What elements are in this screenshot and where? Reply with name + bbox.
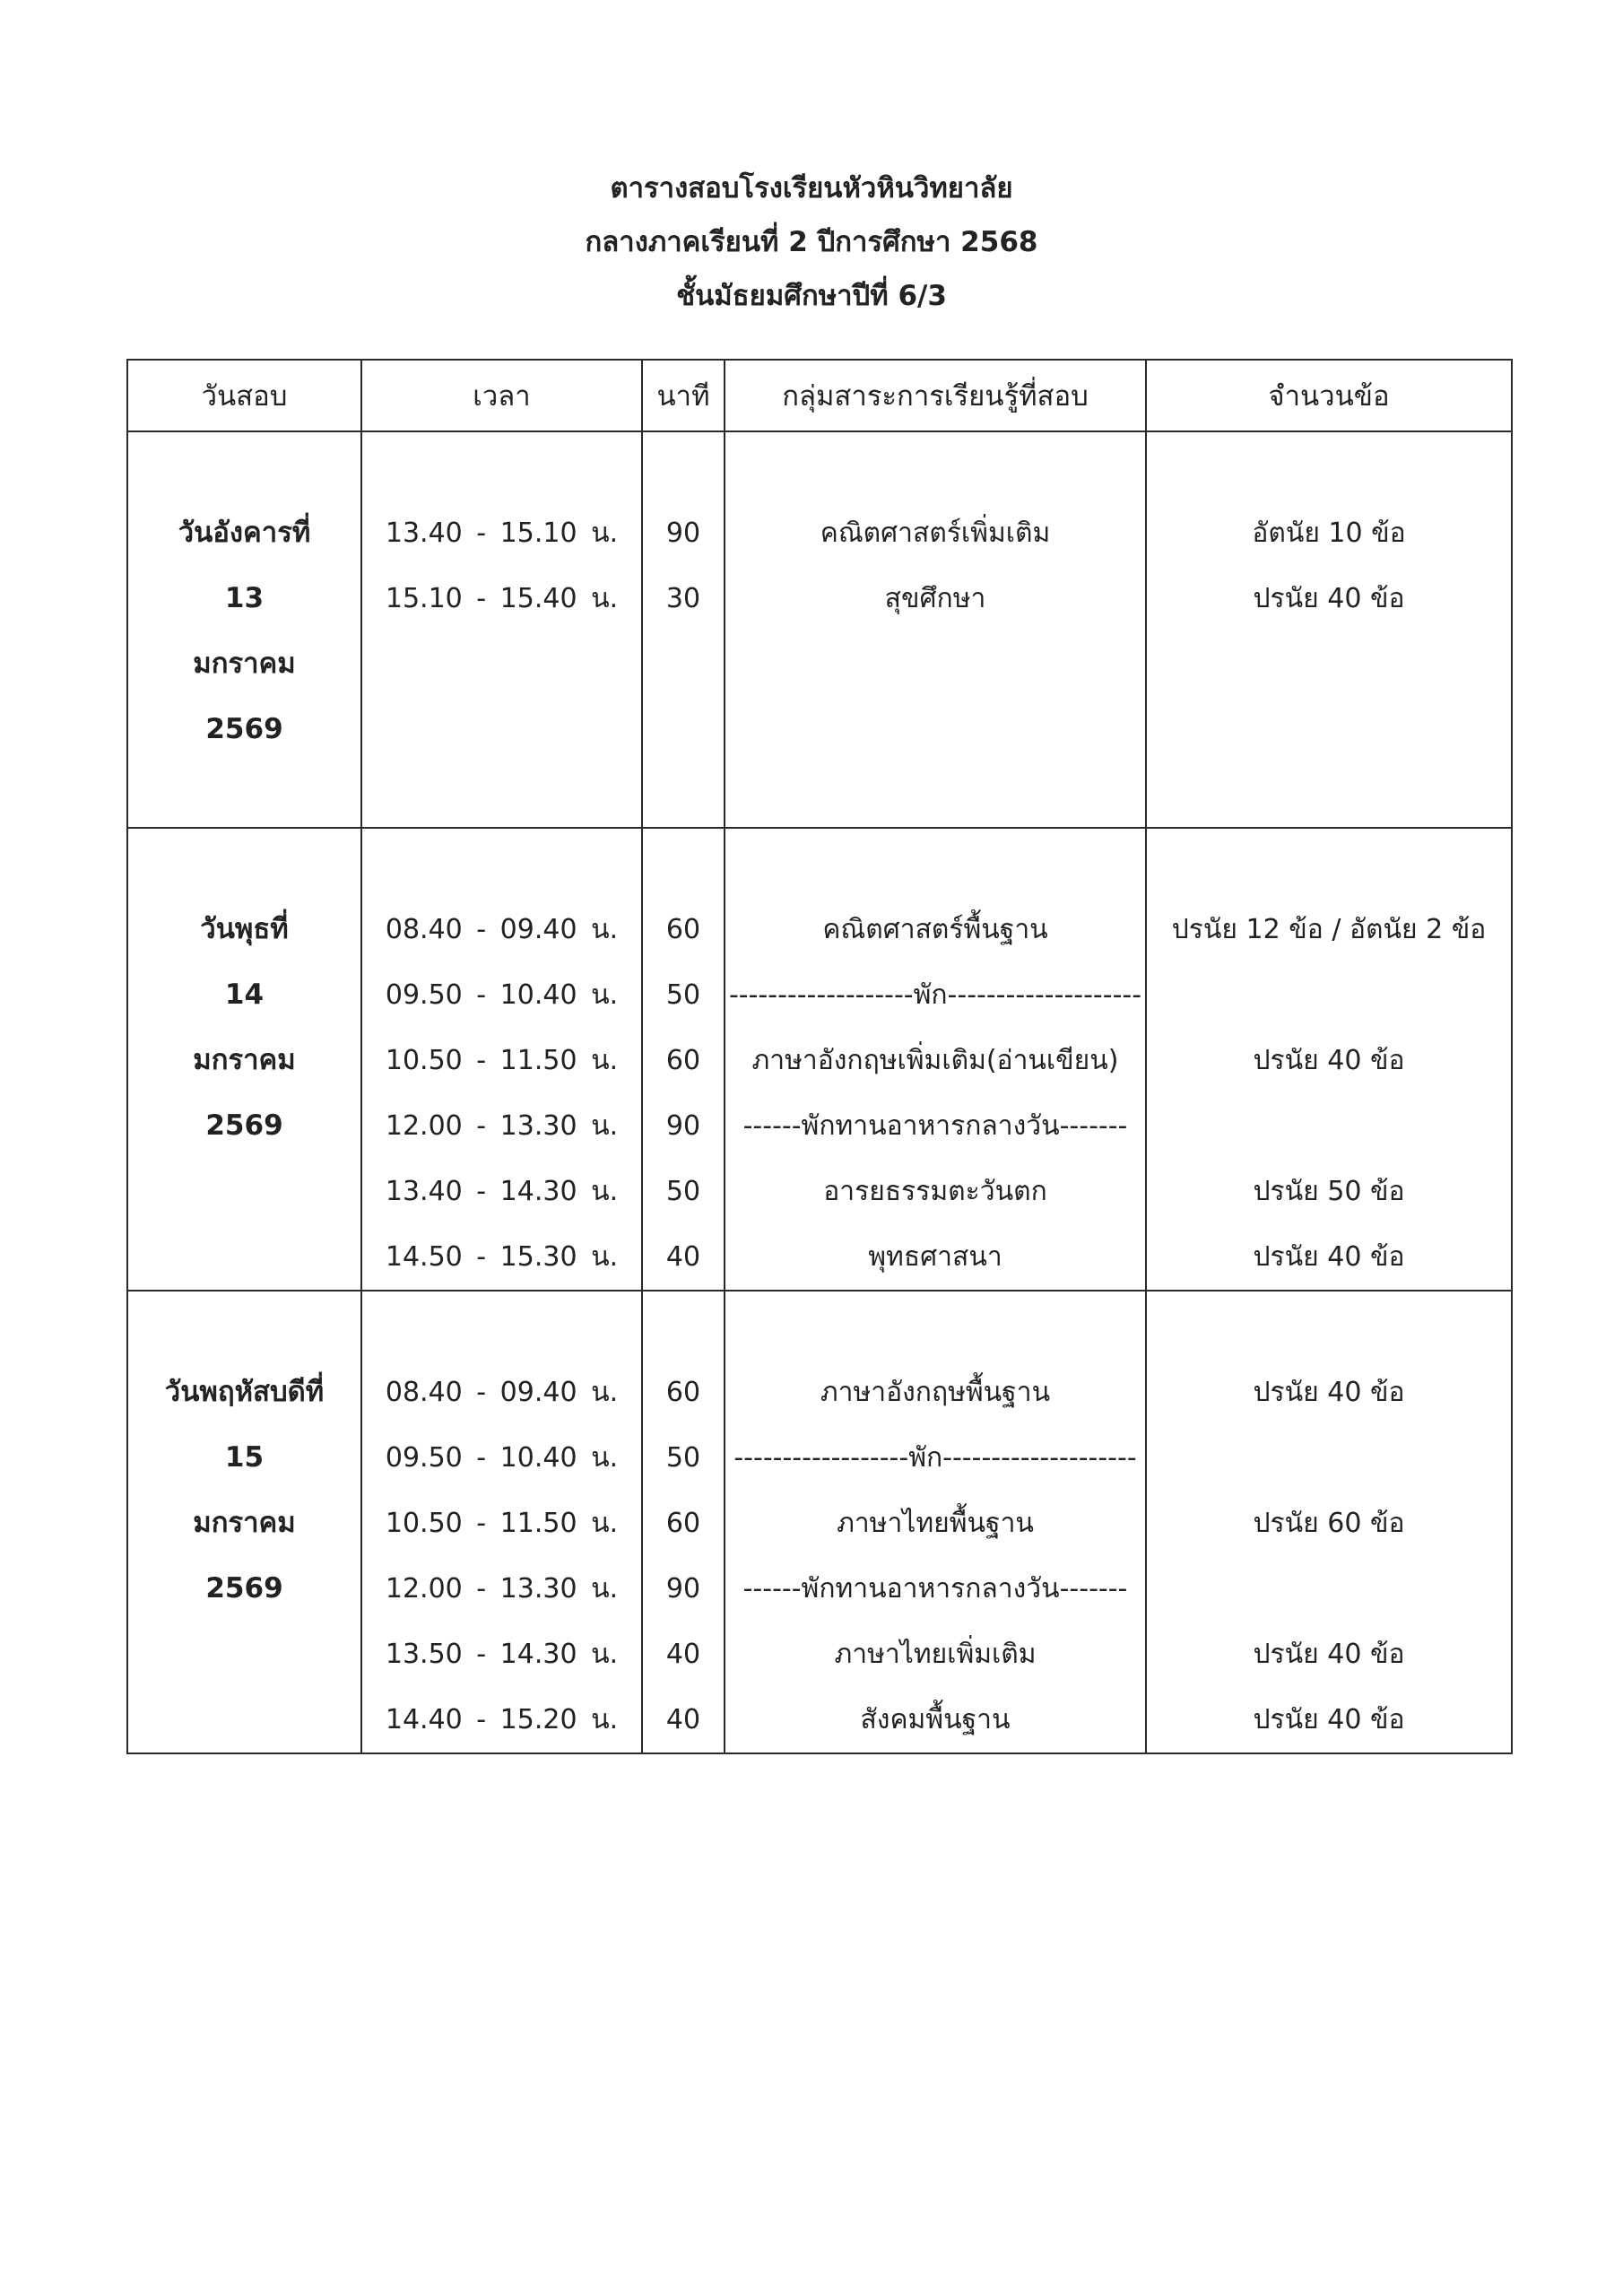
- exam-date-line: 2569: [205, 713, 283, 745]
- time-cell: [361, 1291, 642, 1753]
- subject-name: ------พักทานอาหารกลางวัน-------: [742, 1110, 1128, 1142]
- duration-minutes: 50: [665, 1176, 701, 1207]
- subject-name: ภาษาไทยพื้นฐาน: [837, 1508, 1034, 1539]
- subject-cell: [725, 1291, 1146, 1753]
- subject-name: พุทธศาสนา: [868, 1241, 1002, 1273]
- time-slot: 09.50 - 10.40 น.: [385, 979, 619, 1011]
- duration-minutes: 90: [665, 1573, 701, 1605]
- time-slot: 14.40 - 15.20 น.: [385, 1704, 619, 1735]
- term-line: กลางภาคเรียนที่ 2 ปีการศึกษา 2568: [585, 226, 1038, 258]
- exam-date-cell: [127, 431, 361, 828]
- time-slot: 14.50 - 15.30 น.: [385, 1241, 619, 1273]
- exam-date-line: 2569: [205, 1572, 283, 1605]
- time-slot: 10.50 - 11.50 น.: [385, 1045, 619, 1076]
- duration-minutes: 50: [665, 979, 701, 1011]
- subject-name: คณิตศาสตร์เพิ่มเติม: [820, 517, 1051, 549]
- subject-name: คณิตศาสตร์พื้นฐาน: [822, 914, 1048, 945]
- question-count: ปรนัย 40 ข้อ: [1253, 1241, 1405, 1273]
- exam-date-line: 14: [224, 978, 265, 1011]
- minutes-cell: [642, 828, 725, 1291]
- duration-minutes: 60: [665, 1045, 701, 1076]
- subject-name: สุขศึกษา: [884, 583, 986, 614]
- duration-minutes: 40: [665, 1704, 701, 1735]
- time-slot: 13.40 - 15.10 น.: [385, 517, 619, 549]
- duration-minutes: 40: [665, 1241, 701, 1273]
- subject-name: ------------------พัก--------------------: [733, 1442, 1137, 1474]
- column-header-subject: กลุ่มสาระการเรียนรู้ที่สอบ: [725, 360, 1146, 431]
- question-count: [1147, 1556, 1511, 1622]
- question-count: ปรนัย 40 ข้อ: [1253, 583, 1405, 614]
- exam-date-cell: [127, 828, 361, 1291]
- time-slot: 09.50 - 10.40 น.: [385, 1442, 619, 1474]
- subject-name: อารยธรรมตะวันตก: [823, 1176, 1047, 1207]
- duration-minutes: 50: [665, 1442, 701, 1474]
- time-slot: 08.40 - 09.40 น.: [385, 1377, 619, 1408]
- exam-date-line: 13: [224, 582, 265, 614]
- exam-schedule-table: [126, 359, 1513, 1754]
- minutes-cell: [642, 1291, 725, 1753]
- duration-minutes: 60: [665, 914, 701, 945]
- duration-minutes: 90: [665, 517, 701, 549]
- duration-minutes: 40: [665, 1639, 701, 1670]
- question-count-cell: [1146, 431, 1512, 828]
- column-header-exam-date: วันสอบ: [127, 360, 361, 431]
- time-slot: 10.50 - 11.50 น.: [385, 1508, 619, 1539]
- subject-name: สังคมพื้นฐาน: [860, 1704, 1011, 1735]
- exam-date-line: วันพฤหัสบดีที่: [164, 1376, 325, 1408]
- table-header-row: [127, 360, 1512, 431]
- document-title: ตารางสอบโรงเรียนหัวหินวิทยาลัย: [610, 172, 1013, 204]
- exam-day-row: [127, 1291, 1512, 1753]
- time-slot: 08.40 - 09.40 น.: [385, 914, 619, 945]
- duration-minutes: 30: [665, 583, 701, 614]
- exam-day-row: [127, 828, 1512, 1291]
- duration-minutes: 60: [665, 1377, 701, 1408]
- question-count: ปรนัย 40 ข้อ: [1253, 1704, 1405, 1735]
- time-slot: 13.50 - 14.30 น.: [385, 1639, 619, 1670]
- subject-name: ------พักทานอาหารกลางวัน-------: [742, 1573, 1128, 1605]
- subject-name: ภาษาอังกฤษเพิ่มเติม(อ่านเขียน): [751, 1045, 1119, 1076]
- exam-date-line: มกราคม: [193, 1507, 296, 1539]
- column-header-minutes: นาที: [642, 360, 725, 431]
- question-count: ปรนัย 60 ข้อ: [1253, 1508, 1405, 1539]
- question-count: ปรนัย 12 ข้อ / อัตนัย 2 ข้อ: [1171, 914, 1487, 945]
- question-count: ปรนัย 40 ข้อ: [1253, 1377, 1405, 1408]
- question-count: ปรนัย 40 ข้อ: [1253, 1639, 1405, 1670]
- time-slot: 15.10 - 15.40 น.: [385, 583, 619, 614]
- question-count: อัตนัย 10 ข้อ: [1252, 517, 1406, 549]
- question-count: ปรนัย 40 ข้อ: [1253, 1045, 1405, 1076]
- column-header-question-count: จำนวนข้อ: [1146, 360, 1512, 431]
- subject-name: ภาษาไทยเพิ่มเติม: [834, 1639, 1037, 1670]
- question-count: [1147, 1093, 1511, 1159]
- column-header-time: เวลา: [361, 360, 642, 431]
- subject-name: -------------------พัก--------------------: [728, 979, 1142, 1011]
- subject-cell: [725, 431, 1146, 828]
- time-slot: 13.40 - 14.30 น.: [385, 1176, 619, 1207]
- minutes-cell: [642, 431, 725, 828]
- time-slot: 12.00 - 13.30 น.: [385, 1110, 619, 1142]
- duration-minutes: 60: [665, 1508, 701, 1539]
- time-cell: [361, 431, 642, 828]
- exam-date-line: 2569: [205, 1109, 283, 1142]
- time-cell: [361, 828, 642, 1291]
- grade-line: ชั้นมัธยมศึกษาปีที่ 6/3: [676, 280, 947, 312]
- subject-name: ภาษาอังกฤษพื้นฐาน: [820, 1377, 1051, 1408]
- question-count: [1147, 962, 1511, 1028]
- question-count-cell: [1146, 1291, 1512, 1753]
- time-slot: 12.00 - 13.30 น.: [385, 1573, 619, 1605]
- subject-cell: [725, 828, 1146, 1291]
- document-header: [0, 161, 1623, 323]
- exam-day-row: [127, 431, 1512, 828]
- exam-date-cell: [127, 1291, 361, 1753]
- duration-minutes: 90: [665, 1110, 701, 1142]
- question-count: [1147, 1425, 1511, 1491]
- question-count-cell: [1146, 828, 1512, 1291]
- exam-date-line: มกราคม: [193, 1044, 296, 1076]
- exam-date-line: มกราคม: [193, 648, 296, 680]
- question-count: ปรนัย 50 ข้อ: [1253, 1176, 1405, 1207]
- exam-date-line: วันอังคารที่: [178, 517, 311, 549]
- exam-date-line: วันพุธที่: [200, 913, 289, 945]
- exam-date-line: 15: [224, 1441, 265, 1474]
